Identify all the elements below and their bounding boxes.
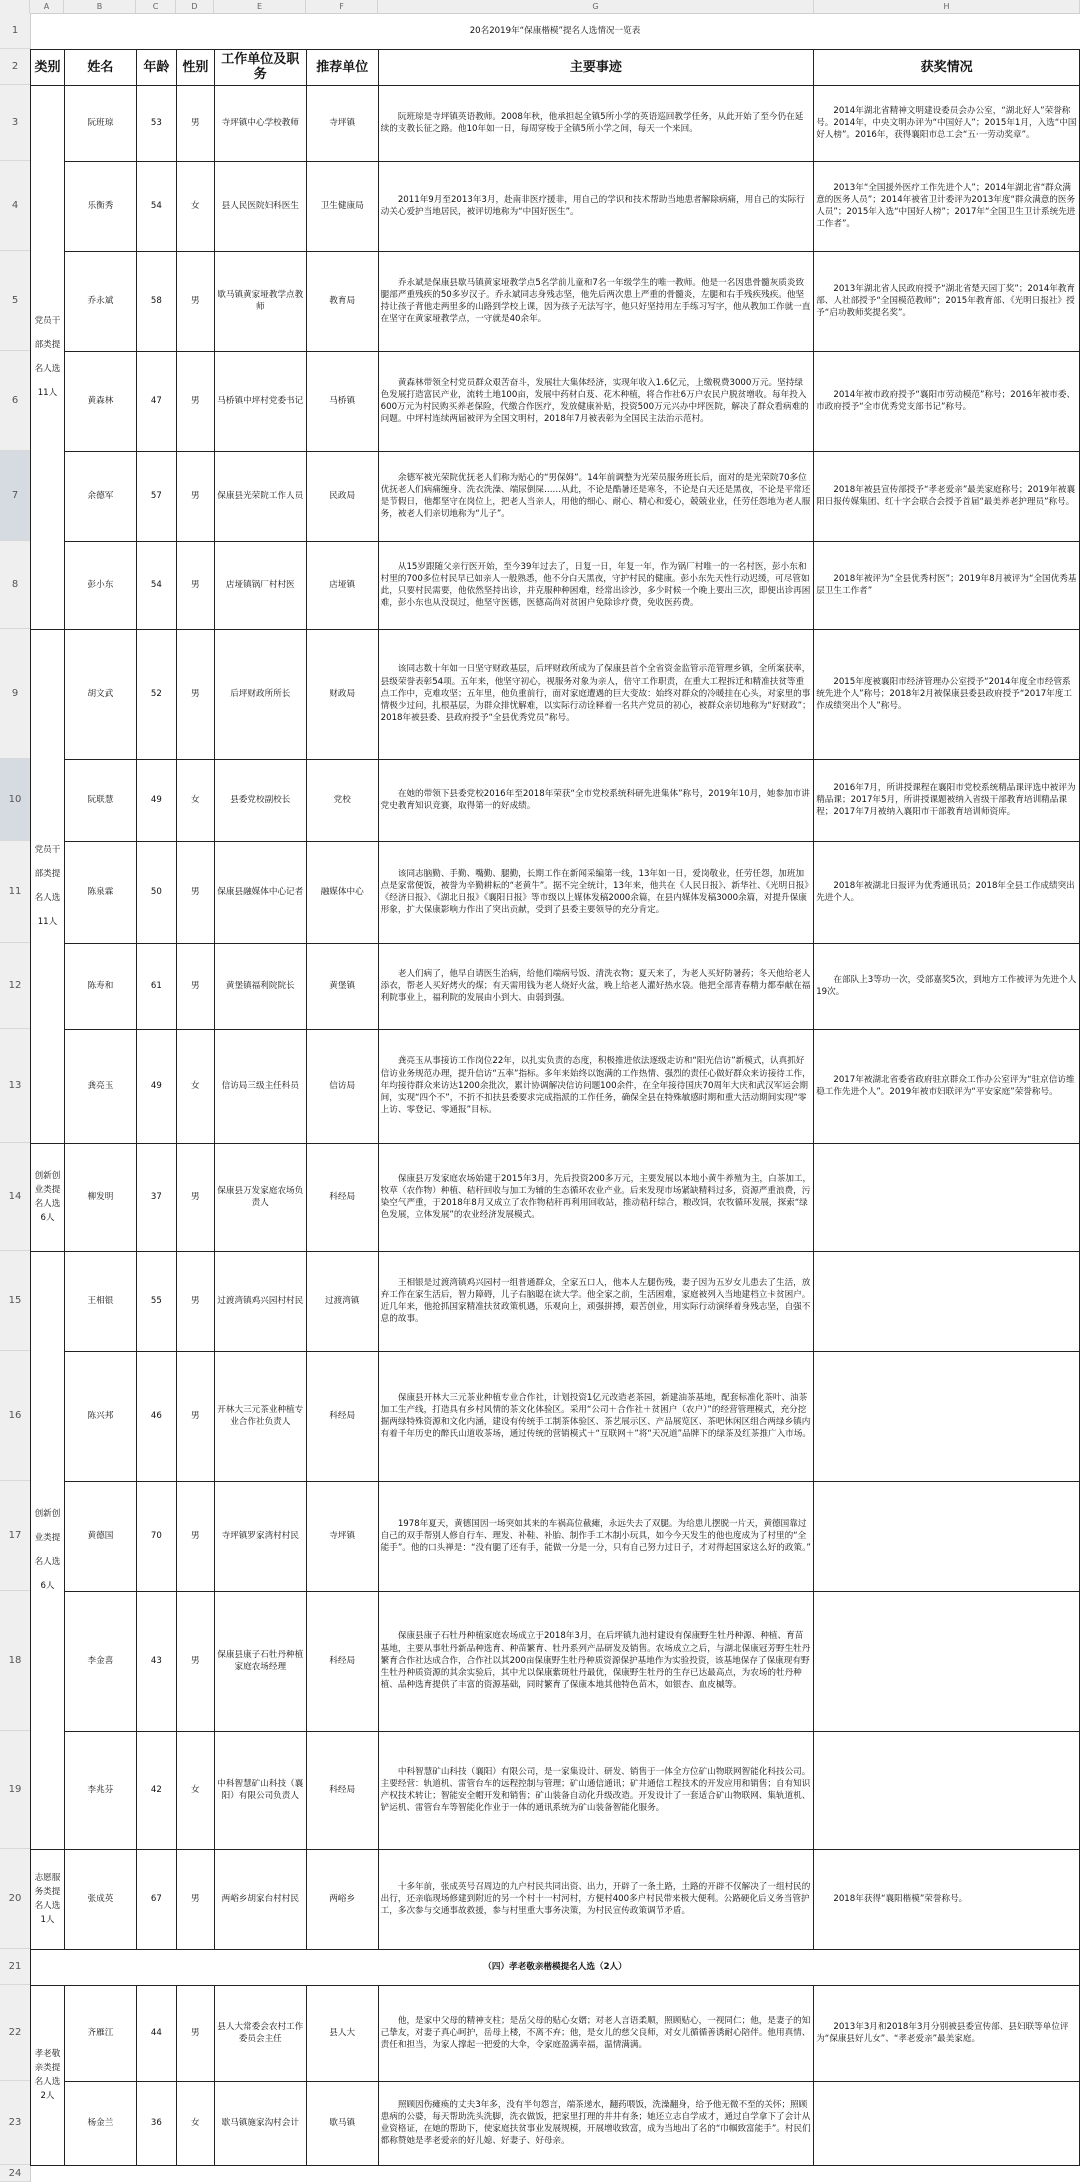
deeds-cell: 龚亮玉从事接访工作岗位22年，以扎实负责的态度，积极推进依法逐级走访和“阳光信访”新模式，认真抓好信访业务规范办理，提升信访“五率”指标。多年来始终以饱满的工作热情、强烈的责任心做好群众来访接待工作，年均接待群众来访达1200余批次，累计协调解决信访问题100余件，在全年接待国庆70周年大庆和武汉军运会期间，实现“四个不”，不折不扣扶县委要求完成指派的工作任务，确保全县在特殊敏感时期和重大活动期间实现“零上访、零登记、零通报”目标。 bbox=[378, 1029, 814, 1143]
name-cell: 余德军 bbox=[64, 451, 136, 541]
awards-cell: 2014年被市政府授予“襄阳市劳动模范”称号；2016年被市委、市政府授予“全市优秀党支部书记”称号。 bbox=[814, 351, 1080, 451]
header-row bbox=[31, 49, 1080, 85]
gender-cell: 男 bbox=[176, 85, 214, 161]
name-cell: 李金喜 bbox=[64, 1591, 136, 1731]
unit-cell: 寺坪镇中心学校教师 bbox=[214, 85, 306, 161]
row-header-bar bbox=[0, 13, 31, 2182]
row-number[interactable]: 1 bbox=[0, 13, 30, 49]
awards-cell: 2014年湖北省精神文明建设委员会办公室，“湖北好人”荣誉称号。2014年，中央文明办评为“中国好人”；2015年1月，入选“中国好人榜”。2016年，获得襄阳市总工会“五·一劳动奖章”。 bbox=[814, 85, 1080, 161]
table-row bbox=[31, 1351, 1080, 1481]
header-gender: 性别 bbox=[176, 49, 214, 85]
unit-cell: 信访局三级主任科员 bbox=[214, 1029, 306, 1143]
recommender-cell: 信访局 bbox=[306, 1029, 378, 1143]
awards-cell: 2013年3月和2018年3月分别被县委宣传部、县妇联等单位评为“保康县好儿女”、“孝老爱亲”最美家庭。 bbox=[814, 1985, 1080, 2081]
deeds-cell: 2011年9月至2013年3月，赴南非医疗援非，用自己的学识和技术帮助当地患者解除病痛，用自己的实际行动关心爱护当地居民，被评切地称为“中国好医生”。 bbox=[378, 161, 814, 251]
table-row bbox=[31, 841, 1080, 943]
deeds-cell: 十多年前，张成英号召周边的九户村民共同出资、出力，开辟了一条土路，土路的开辟不仅解决了一组村民的出行，还亲临现场修建到附近的另一个村十一村河村，方便村400多户村民带来极大便利。公路硬化后义务当管护工，多次参与交通事故救援，参与村里重大事务决策，为村民宣传政策调节矛盾。 bbox=[378, 1849, 814, 1949]
deeds-cell: 从15岁跟随父亲行医开始，至今39年过去了，日复一日，年复一年，作为锅厂村唯一的一名村医，彭小东和村里的700多位村民早已如亲人一般熟悉，他不分白天黑夜，守护村民的健康。彭小东先天性行动迟缓，可尽管如此，只要村民需要，他依然坚持出诊，并克服种种困难，经常出诊沙，多少时候一个晚上要出三次，即便出诊再困难，彭小东也从没误过，他坚守医德，医德高尚对贫困户免除诊疗费，免收医药费。 bbox=[378, 541, 814, 629]
deeds-cell: 乔永斌是保康县歇马镇黄家垭教学点5名学前儿童和7名一年级学生的唯一教师。他是一名因患骨髓灰质炎致腿部严重残疾的50多岁汉子。乔永斌同志身残志坚，他先后两次患上严重的骨髓炎，左腿和右手残疾残疾。他坚持让孩子背他走两里多的山路到学校上课，因为孩子无法写字，他只好坚持用左手练习写字，他从教加工作就一直在坚守在黄家垭教学点，一守就是40余年。 bbox=[378, 251, 814, 351]
age-cell: 36 bbox=[136, 2081, 176, 2165]
header-deeds: 主要事迹 bbox=[378, 49, 814, 85]
name-cell: 李兆芬 bbox=[64, 1731, 136, 1849]
candidates-table bbox=[30, 13, 1080, 2166]
table-row bbox=[31, 2081, 1080, 2165]
header-unit: 工作单位及职务 bbox=[214, 49, 306, 85]
column-letter-g[interactable]: G bbox=[378, 0, 814, 13]
table-row bbox=[31, 629, 1080, 759]
name-cell: 柳发明 bbox=[64, 1143, 136, 1251]
unit-cell: 保康县康子石牡丹种植家庭农场经理 bbox=[214, 1591, 306, 1731]
age-cell: 50 bbox=[136, 841, 176, 943]
age-cell: 46 bbox=[136, 1351, 176, 1481]
name-cell: 黄德国 bbox=[64, 1481, 136, 1591]
table-row bbox=[31, 1591, 1080, 1731]
age-cell: 55 bbox=[136, 1251, 176, 1351]
recommender-cell: 党校 bbox=[306, 759, 378, 841]
table-row bbox=[31, 1731, 1080, 1849]
unit-cell: 开林大三元茶业种植专业合作社负责人 bbox=[214, 1351, 306, 1481]
unit-cell: 店垭镇锅厂村村医 bbox=[214, 541, 306, 629]
awards-cell bbox=[814, 1351, 1080, 1481]
table-row bbox=[31, 541, 1080, 629]
deeds-cell: 保康县康子石牡丹种植家庭农场成立于2018年3月，在后坪镇九池村建设有保康野生牡丹种源、种植、育苗基地，主要从事牡丹新品种选育、种苗繁育、牡丹系列产品研发及销售。农场成立之后，与湖北保康冠芳野生牡丹繁育合作社达成合作，合作社以其200亩保康野生牡丹种质资源保护基地作为实验投资，该基地保存了保康现有野生牡丹种质资源的其余实验后，其中尤以保康紫斑牡丹最优，保康野生牡丹的生存已达最高点，为农场的牡丹种植、品种选育提供了丰富的资源基础，同时繁育了保康本地其他特色苗木，如银杏、血皮槭等。 bbox=[378, 1591, 814, 1731]
row-number[interactable]: 5 bbox=[0, 251, 30, 351]
name-cell: 阮班琼 bbox=[64, 85, 136, 161]
unit-cell: 中科智慧矿山科技（襄阳）有限公司负责人 bbox=[214, 1731, 306, 1849]
name-cell: 陈兴邦 bbox=[64, 1351, 136, 1481]
gender-cell: 女 bbox=[176, 1029, 214, 1143]
header-category: 类别 bbox=[31, 49, 65, 85]
column-letter-a[interactable]: A bbox=[30, 0, 64, 13]
recommender-cell: 寺坪镇 bbox=[306, 85, 378, 161]
row-number[interactable]: 19 bbox=[0, 1731, 30, 1849]
gender-cell: 男 bbox=[176, 1143, 214, 1251]
table-row bbox=[31, 1143, 1080, 1251]
header-age: 年龄 bbox=[136, 49, 176, 85]
awards-cell: 2018年被湖北日报评为优秀通讯员；2018年全县工作成绩突出先进个人。 bbox=[814, 841, 1080, 943]
row-number[interactable]: 6 bbox=[0, 351, 30, 451]
recommender-cell: 科经局 bbox=[306, 1731, 378, 1849]
recommender-cell: 寺坪镇 bbox=[306, 1481, 378, 1591]
page-title: 20名2019年“保康楷模”提名人选情况一览表 bbox=[469, 25, 641, 36]
table-row bbox=[31, 451, 1080, 541]
awards-cell bbox=[814, 1591, 1080, 1731]
row-number[interactable]: 21 bbox=[0, 1949, 30, 1985]
gender-cell: 女 bbox=[176, 759, 214, 841]
age-cell: 58 bbox=[136, 251, 176, 351]
unit-cell: 保康县光荣院工作人员 bbox=[214, 451, 306, 541]
unit-cell: 黄堡镇福利院院长 bbox=[214, 943, 306, 1029]
awards-cell: 2018年被评为“全县优秀村医”；2019年8月被评为“全国优秀基层卫生工作者” bbox=[814, 541, 1080, 629]
name-cell: 陈泉霖 bbox=[64, 841, 136, 943]
row-number[interactable]: 8 bbox=[0, 541, 30, 629]
awards-cell: 2017年被湖北省委省政府驻京群众工作办公室评为“驻京信访维稳工作先进个人”。2019年被市妇联评为“平安家庭”荣誉称号。 bbox=[814, 1029, 1080, 1143]
recommender-cell: 黄堡镇 bbox=[306, 943, 378, 1029]
row-number[interactable]: 4 bbox=[0, 161, 30, 251]
column-letter-d[interactable]: D bbox=[176, 0, 214, 13]
gender-cell: 男 bbox=[176, 451, 214, 541]
row-number[interactable]: 10 bbox=[0, 759, 30, 841]
recommender-cell: 歇马镇 bbox=[306, 2081, 378, 2165]
unit-cell: 县人大常委会农村工作委员会主任 bbox=[214, 1985, 306, 2081]
awards-cell bbox=[814, 1731, 1080, 1849]
recommender-cell: 卫生健康局 bbox=[306, 161, 378, 251]
gender-cell: 男 bbox=[176, 251, 214, 351]
awards-cell: 2018年获得“襄阳楷模”荣誉称号。 bbox=[814, 1849, 1080, 1949]
category-cell: 党员干部类提名人选11人 bbox=[31, 629, 65, 1143]
age-cell: 70 bbox=[136, 1481, 176, 1591]
name-cell: 张成英 bbox=[64, 1849, 136, 1949]
name-cell: 乐衡秀 bbox=[64, 161, 136, 251]
row-number[interactable]: 7 bbox=[0, 451, 30, 541]
table-row bbox=[31, 943, 1080, 1029]
category-cell: 志愿服务类提名人选1人 bbox=[31, 1849, 65, 1949]
gender-cell: 男 bbox=[176, 841, 214, 943]
awards-cell: 2013年湖北省人民政府授予“湖北省楚天园丁奖”；2014年教育部、人社部授予“全国模范教师”；2015年教育部、《光明日报社》授予“启功教师奖提名奖”。 bbox=[814, 251, 1080, 351]
gender-cell: 女 bbox=[176, 2081, 214, 2165]
table-row bbox=[31, 85, 1080, 161]
age-cell: 67 bbox=[136, 1849, 176, 1949]
deeds-cell: 1978年夏天，黄德国因一场突如其来的车祸高位截瘫，永远失去了双腿。为给患儿摆脱一片天，黄德国靠过自己的双手帮别人修自行车、理发、补鞋、补胎、制作手工木制小玩具，如今今天发生的他也度成为了村里的“全能手”。他的口头禅是：“没有腿了还有手，能做一分是一分，只有自己努力过日子，才对得起国家这么好的政策。” bbox=[378, 1481, 814, 1591]
table-row bbox=[31, 1985, 1080, 2081]
name-cell: 杨金兰 bbox=[64, 2081, 136, 2165]
awards-cell: 2018年被县宣传部授予“孝老爱亲”最美家庭称号；2019年被襄阳日报传媒集团、红十字会联合会授予首届“最美养老护理员”称号。 bbox=[814, 451, 1080, 541]
awards-cell: 2013年“全国援外医疗工作先进个人”；2014年湖北省“群众满意的医务人员”；2014年被省卫计委评为2013年度“群众满意的医务人员”；2015年入选“中国好人榜”；2017年“全国卫生卫计系统先进工作者”。 bbox=[814, 161, 1080, 251]
header-recommender: 推荐单位 bbox=[306, 49, 378, 85]
name-cell: 齐雁江 bbox=[64, 1985, 136, 2081]
unit-cell: 歇马镇黄家垭教学点教师 bbox=[214, 251, 306, 351]
age-cell: 49 bbox=[136, 759, 176, 841]
gender-cell: 男 bbox=[176, 1251, 214, 1351]
gender-cell: 男 bbox=[176, 1351, 214, 1481]
unit-cell: 县委党校副校长 bbox=[214, 759, 306, 841]
unit-cell: 保康县万发家庭农场负责人 bbox=[214, 1143, 306, 1251]
deeds-cell: 余德军被光荣院优抚老人们称为贴心的“男保姆”。14年前调整为光荣员服务班长后，面对的是光荣院70多位优抚老人们病痛缠身、洗衣洗澡、端尿倒屎……从此，不论是酷暑还是寒冬，不论是白天还是黑夜，不论是平常还是节假日，他都坚守在岗位上，把老人当亲人，用他的细心、耐心、精心和爱心，兢兢业业，任劳任怨地为老人服务，被老人们亲切地称为“儿子”。 bbox=[378, 451, 814, 541]
category-cell: 孝老敬亲类提名人选2人 bbox=[31, 1985, 65, 2165]
awards-cell bbox=[814, 1143, 1080, 1251]
awards-cell bbox=[814, 1481, 1080, 1591]
table-row bbox=[31, 251, 1080, 351]
gender-cell: 女 bbox=[176, 161, 214, 251]
gender-cell: 男 bbox=[176, 1849, 214, 1949]
recommender-cell: 财政局 bbox=[306, 629, 378, 759]
age-cell: 49 bbox=[136, 1029, 176, 1143]
recommender-cell: 科经局 bbox=[306, 1351, 378, 1481]
unit-cell: 马桥镇中坪村党委书记 bbox=[214, 351, 306, 451]
gender-cell: 男 bbox=[176, 629, 214, 759]
row-number[interactable]: 22 bbox=[0, 1985, 30, 2081]
recommender-cell: 店垭镇 bbox=[306, 541, 378, 629]
unit-cell: 过渡湾镇鸡兴园村村民 bbox=[214, 1251, 306, 1351]
recommender-cell: 民政局 bbox=[306, 451, 378, 541]
age-cell: 37 bbox=[136, 1143, 176, 1251]
awards-cell: 2016年7月，所讲授课程在襄阳市党校系统精品课评选中被评为精品课；2017年5月，所讲授课题被纳入省级干部教育培训精品课程；2017年7月被纳入襄阳市干部教育培训师资库。 bbox=[814, 759, 1080, 841]
deeds-cell: 保康县开林大三元茶业种植专业合作社，计划投资1亿元改造老茶园，新建油茶基地，配套标准化茶叶、油茶加工生产线，打造具有乡村风情的茶文化体验区。采用“公司＋合作社＋贫困户（农户）”的经营管理模式，充分挖掘两绿特殊资源和文化内涵，建设有传统手工制茶体验区、茶艺展示区、产品展览区、茶吧休闲区组合两绿乡镇内有着千年历史的醉氏山道收茶场，通过传统的营销模式＋“互联网＋”将“天况道”品牌下的绿茶及红茶推广入市场。 bbox=[378, 1351, 814, 1481]
row-number[interactable]: 3 bbox=[0, 85, 30, 161]
age-cell: 42 bbox=[136, 1731, 176, 1849]
column-letter-h[interactable]: H bbox=[814, 0, 1080, 13]
awards-cell bbox=[814, 1251, 1080, 1351]
age-cell: 44 bbox=[136, 1985, 176, 2081]
deeds-cell: 中科智慧矿山科技（襄阳）有限公司，是一家集设计、研发、销售于一体全方位矿山物联网智能化科技公司。主要经营：轨道机、雷管台车的远程控制与管理；矿山通信通讯；矿井通信工程技术的开发应用和销售；自有知识产权技术转让；智能安全帽开发和销售；矿山装备自动化升级改造。开发设计了一套适合矿山物联网、集轨道机、铲运机、雷管台车等智能化作业于一体的通讯系统为矿山装备智能化服务。 bbox=[378, 1731, 814, 1849]
age-cell: 61 bbox=[136, 943, 176, 1029]
name-cell: 陈寿和 bbox=[64, 943, 136, 1029]
age-cell: 54 bbox=[136, 161, 176, 251]
deeds-cell: 该同志脑勤、手勤、嘴勤、腿勤，长期工作在新闻采编第一线，13年如一日，爱岗敬业，任劳任怨，加班加点是家常便饭，被誉为辛勤耕耘的“老黄牛”。据不完全统计，13年来，他共在《人民日报》、新华社、《光明日报》《经济日报》、《湖北日报》《襄阳日报》等市级以上媒体发稿2000余篇，在县内媒体发稿3000余篇，对提升保康形象，扩大保康影响力作出了突出贡献，受到了县委主要领导的充分肯定。 bbox=[378, 841, 814, 943]
deeds-cell: 保康县万发家庭农场始建于2015年3月，先后投资200多万元，主要发展以本地小黄牛养殖为主，白茶加工，牧草（农作物）种植、秸秆回收与加工为辅的生态循环农业产业。后来发现市场紧缺精料过多，资源严重浪费，污染空气严重，于2018年8月又成立了农作物秸秆再利用回收站，推动秸秆综合，粮改饲，农牧循环发展，探索“绿色发展，立体发展”的农业经济发展模式。 bbox=[378, 1143, 814, 1251]
column-header-bar bbox=[0, 0, 1080, 14]
column-letter-e[interactable]: E bbox=[214, 0, 306, 13]
age-cell: 57 bbox=[136, 451, 176, 541]
unit-cell: 县人民医院妇科医生 bbox=[214, 161, 306, 251]
deeds-cell: 王相银是过渡湾镇鸡兴园村一组普通群众，全家五口人，他本人左腿伤残，妻子因为五岁女儿患去了生活，放弃工作在家生活后，智力障碍，儿子右脑聪在读大学。他全家之前，生活困难，家庭被列入当地建档立卡贫困户。近几年来，他抢抓国家精准扶贫政策机遇，乐观向上，顽强拼搏，艰苦创业，用实际行动演绎着身残志坚，自强不息的故事。 bbox=[378, 1251, 814, 1351]
awards-cell: 在部队上3等功一次，受部嘉奖5次，到地方工作被评为先进个人19次。 bbox=[814, 943, 1080, 1029]
row-number[interactable]: 9 bbox=[0, 629, 30, 759]
name-cell: 黄森林 bbox=[64, 351, 136, 451]
unit-cell: 寺坪镇罗家湾村村民 bbox=[214, 1481, 306, 1591]
deeds-cell: 他，是家中父母的精神支柱；是岳父母的贴心女婿；对老人言语柔顺，照顾贴心，一视同仁；他，是妻子的知己挚友，对妻子真心呵护，岳母上楼，不离不弃；他，是女儿的慈父良师，对女儿循循善诱耐心陪伴。他用真情、责任和担当，为家人撑起一把爱的大伞，令家庭盈满幸福，温情满满。 bbox=[378, 1985, 814, 2081]
deeds-cell: 在她的带领下县委党校2016年至2018年荣获“全市党校系统科研先进集体”称号，2019年10月，她参加市讲党史教育知识竞赛，取得第一的好成绩。 bbox=[378, 759, 814, 841]
row-number[interactable]: 17 bbox=[0, 1481, 30, 1591]
name-cell: 乔永斌 bbox=[64, 251, 136, 351]
header-name: 姓名 bbox=[64, 49, 136, 85]
category-cell: 创新创业类提名人选6人 bbox=[31, 1251, 65, 1849]
deeds-cell: 老人们病了，他早自请医生治病，给他们端病号饭、清洗衣物；夏天来了，为老人买好防暑药；冬天他给老人添衣，帮老人买好烤火的煤；有天需用钱为老人烧好火盆，晚上给老人灌好热水袋。他把全部青春精力都奉献在福利院事业上，福利院的发展由小到大、由弱到强。 bbox=[378, 943, 814, 1029]
recommender-cell: 两峪乡 bbox=[306, 1849, 378, 1949]
row-number[interactable]: 13 bbox=[0, 1029, 30, 1143]
table-row bbox=[31, 1029, 1080, 1143]
unit-cell: 后坪财政所所长 bbox=[214, 629, 306, 759]
row-number[interactable]: 12 bbox=[0, 943, 30, 1029]
age-cell: 43 bbox=[136, 1591, 176, 1731]
deeds-cell: 阮班琼是寺坪镇英语教师。2008年秋，他承担起全镇5所小学的英语巡回教学任务，从此开始了至今仍在延续的支教长征之路。他10年如一日，每周穿梭于全镇5所小学之间，每天一个来回。 bbox=[378, 85, 814, 161]
row-number[interactable]: 14 bbox=[0, 1143, 30, 1251]
row-number[interactable]: 2 bbox=[0, 49, 30, 85]
unit-cell: 保康县融媒体中心记者 bbox=[214, 841, 306, 943]
awards-cell: 2015年度被襄阳市经济管理办公室授予“2014年度全市经管系统先进个人”称号；2018年2月被保康县委县政府授予“2017年度工作成绩突出个人”称号。 bbox=[814, 629, 1080, 759]
row-number[interactable]: 16 bbox=[0, 1351, 30, 1481]
age-cell: 53 bbox=[136, 85, 176, 161]
row-number[interactable]: 11 bbox=[0, 841, 30, 943]
age-cell: 47 bbox=[136, 351, 176, 451]
recommender-cell: 过渡湾镇 bbox=[306, 1251, 378, 1351]
section-heading-filial: （四）孝老敬亲楷模提名人选（2人） bbox=[31, 1949, 1080, 1985]
table-row bbox=[31, 351, 1080, 451]
header-awards: 获奖情况 bbox=[814, 49, 1080, 85]
gender-cell: 男 bbox=[176, 943, 214, 1029]
table-row bbox=[31, 1849, 1080, 1949]
column-letter-f[interactable]: F bbox=[306, 0, 378, 13]
row-number[interactable]: 18 bbox=[0, 1591, 30, 1731]
table-row bbox=[31, 1251, 1080, 1351]
gender-cell: 男 bbox=[176, 1481, 214, 1591]
row-number[interactable]: 24 bbox=[0, 2165, 30, 2182]
row-number[interactable]: 20 bbox=[0, 1849, 30, 1949]
column-letter-c[interactable]: C bbox=[136, 0, 176, 13]
recommender-cell: 科经局 bbox=[306, 1143, 378, 1251]
name-cell: 王相银 bbox=[64, 1251, 136, 1351]
gender-cell: 男 bbox=[176, 541, 214, 629]
row-number[interactable]: 23 bbox=[0, 2081, 30, 2165]
name-cell: 阮联慧 bbox=[64, 759, 136, 841]
deeds-cell: 照顾因伤瘫痪的丈夫3年多，没有半句怨言，端茶递水，翻药喂饭，洗澡翻身，给予他无微不至的关怀；照顾患病的公婆，每天帮助洗头洗脚，洗衣做饭，把家里打理的井井有条；她还立志自学成才，通过自学拿下了会计从业资格证，在她的帮助下，使家庭扶贫事业发展规模，开展增收致富，成为当地出了名的“巾帼致富能手”。村民们都称赞她是孝老爱亲的好儿媳、好妻子、好母亲。 bbox=[378, 2081, 814, 2165]
category-cell: 创新创业类提名人选6人 bbox=[31, 1143, 65, 1251]
row-number[interactable]: 15 bbox=[0, 1251, 30, 1351]
recommender-cell: 马桥镇 bbox=[306, 351, 378, 451]
gender-cell: 女 bbox=[176, 1731, 214, 1849]
table-row bbox=[31, 161, 1080, 251]
recommender-cell: 融媒体中心 bbox=[306, 841, 378, 943]
gender-cell: 男 bbox=[176, 351, 214, 451]
name-cell: 龚亮玉 bbox=[64, 1029, 136, 1143]
awards-cell bbox=[814, 2081, 1080, 2165]
unit-cell: 两峪乡胡家台村村民 bbox=[214, 1849, 306, 1949]
age-cell: 52 bbox=[136, 629, 176, 759]
unit-cell: 歇马镇施家沟村会计 bbox=[214, 2081, 306, 2165]
category-cell: 党员干部类提名人选11人 bbox=[31, 85, 65, 629]
deeds-cell: 黄森林带领全村党员群众艰苦奋斗，发展壮大集体经济，实现年收入1.6亿元，上缴税费3000万元。坚持绿色发展打造富民产业，流转土地100亩，发展中药材白芨、花木种植，将合作社6万户农民户脱贫增收。每年投入600万元为村民购买养老保险，代缴合作医疗，发放健康补贴，投资500万元兴办中坪医院，解决了群众看病难的问题。中坪村连续两届被评为全国文明村，2018年7月被表彰为全国民主法治示范村。 bbox=[378, 351, 814, 451]
column-letter-b[interactable]: B bbox=[64, 0, 136, 13]
recommender-cell: 科经局 bbox=[306, 1591, 378, 1731]
name-cell: 胡文武 bbox=[64, 629, 136, 759]
table-row bbox=[31, 1481, 1080, 1591]
gender-cell: 男 bbox=[176, 1985, 214, 2081]
recommender-cell: 县人大 bbox=[306, 1985, 378, 2081]
recommender-cell: 教育局 bbox=[306, 251, 378, 351]
name-cell: 彭小东 bbox=[64, 541, 136, 629]
age-cell: 54 bbox=[136, 541, 176, 629]
table-row bbox=[31, 759, 1080, 841]
deeds-cell: 该同志数十年如一日坚守财政基层，后坪财政所成为了保康县首个全省资金监管示范管理乡镇，全所案获率，县级荣誉表彰54项。五年来，他坚守初心，视服务对象为亲人，倍守工作职责，在重大工程拆迁和精准扶贫等重点工作中，克难攻坚；五年里，他负重前行，面对家庭遭遇的巨大变故：始终对群众的冷暖挂在心头，对家里的事情极少过问，扎根基层，为群众排忧解难，以实际行动诠释着一名共产党员的初心，被群众亲切地称为“好财政”；2018年被县委、县政府授予“全县优秀党员”称号。 bbox=[378, 629, 814, 759]
gender-cell: 男 bbox=[176, 1591, 214, 1731]
